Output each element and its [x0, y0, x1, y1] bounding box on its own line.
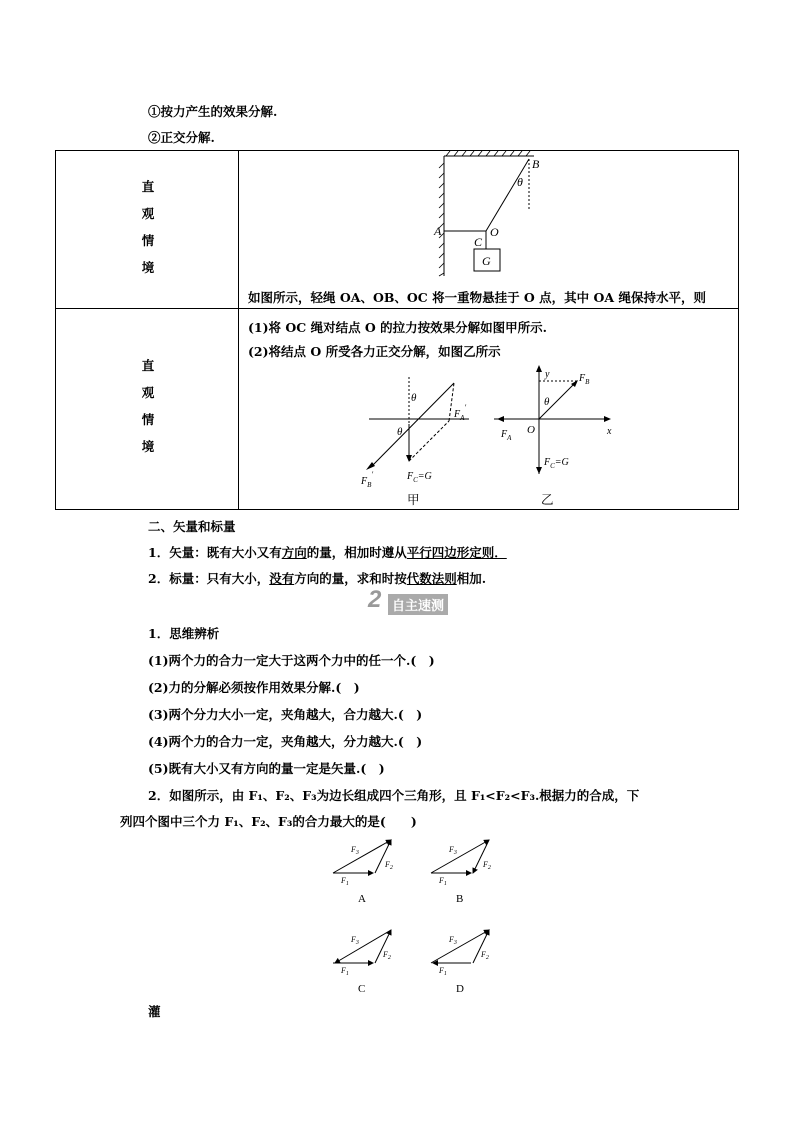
quiz-item-4: (4)两个力的合力一定，夹角越大，分力越大.( ) — [148, 734, 423, 749]
section-badge — [368, 586, 452, 616]
label-O: O — [490, 225, 499, 239]
jia-FC: $F_C=G$ — [407, 471, 432, 484]
badge-text: 自主速测 — [388, 594, 448, 615]
q2-line2: 列四个图中三个力 F₁、F₂、F₃的合力最大的是( ) — [120, 814, 417, 829]
svg-text:F1: $F_1$ — [341, 966, 349, 977]
option-A: A — [358, 893, 366, 905]
row2-line1: (1)将 OC 绳对结点 O 的拉力按效果分解如图甲所示. — [248, 320, 548, 335]
svg-text:F2: $F_2$ — [385, 860, 393, 871]
svg-text:FA: $F_A$ — [501, 429, 512, 442]
figure-jia — [359, 369, 489, 499]
label-G: G — [482, 254, 491, 268]
figure-yi — [489, 359, 629, 489]
section2-title: 二、矢量和标量 — [148, 519, 236, 534]
svg-text:θ: θ — [544, 396, 550, 408]
svg-text:F3: $F_3$ — [449, 845, 457, 856]
svg-text:F1: $F_1$ — [341, 876, 349, 887]
svg-text:F3: $F_3$ — [449, 935, 457, 946]
row2-label-cell — [56, 309, 239, 510]
option-C: C — [358, 983, 366, 995]
q2-line1: 2．如图所示，由 F₁、F₂、F₃为边长组成四个三角形，且 F₁<F₂<F₃.根据力的合成，下 — [148, 788, 640, 803]
section2-line2: 2．标量：只有大小，没有方向的量，求和时按代数法则相加. — [148, 571, 487, 586]
svg-text:F3: $F_3$ — [351, 935, 359, 946]
svg-text:x: x — [607, 426, 612, 437]
intro-item-2: ②正交分解. — [148, 130, 215, 145]
label-theta: θ — [517, 175, 523, 189]
row2-line2: (2)将结点 O 所受各力正交分解，如图乙所示 — [248, 344, 501, 359]
quiz-item-3: (3)两个分力大小一定，夹角越大，合力越大.( ) — [148, 707, 423, 722]
row2-label: 直 观 情 境 — [141, 358, 155, 454]
svg-text:FB: $F_B$ — [579, 373, 590, 386]
triangle-C — [333, 930, 391, 995]
option-B: B — [456, 893, 464, 905]
svg-text:y: y — [545, 369, 550, 380]
svg-text:F2: $F_2$ — [481, 950, 489, 961]
svg-text:F1: $F_1$ — [439, 876, 447, 887]
label-A: A — [434, 224, 442, 238]
footer-char: 灌 — [148, 1004, 161, 1019]
label-B: B — [532, 157, 540, 171]
option-triangles — [325, 835, 545, 1000]
row2-content-cell — [239, 309, 739, 510]
row1-content-cell — [239, 151, 739, 309]
row1-text: 如图所示，轻绳 OA、OB、OC 将一重物悬挂于 O 点，其中 OA 绳保持水平，则 — [248, 290, 706, 305]
intro-item-1: ①按力产生的效果分解. — [148, 104, 278, 119]
triangle-D — [431, 930, 489, 995]
svg-text:F3: $F_3$ — [351, 845, 359, 856]
jia-FA: $F_A'$ — [454, 403, 467, 422]
svg-text:F1: $F_1$ — [439, 966, 447, 977]
quiz-item-2: (2)力的分解必须按作用效果分解.( ) — [148, 680, 360, 695]
badge-number: 2 — [368, 586, 382, 613]
jia-FB: $F_B'$ — [361, 470, 374, 489]
label-C: C — [474, 235, 483, 249]
figure-yi-caption: 乙 — [541, 492, 554, 507]
row1-label-cell — [56, 151, 239, 309]
quiz-title: 1．思维辨析 — [148, 626, 220, 641]
jia-theta-2: θ — [397, 426, 403, 438]
option-D: D — [456, 983, 464, 995]
svg-text:O: O — [527, 424, 535, 436]
quiz-item-1: (1)两个力的合力一定大于这两个力中的任一个.( ) — [148, 653, 435, 668]
triangle-B — [431, 840, 491, 905]
jia-theta-1: θ — [411, 392, 417, 404]
figure-jia-caption: 甲 — [407, 492, 420, 507]
hanging-weight-figure — [424, 151, 584, 283]
section2-line1: 1．矢量：既有大小又有方向的量，相加时遵从平行四边形定则． — [148, 545, 507, 560]
svg-text:F2: $F_2$ — [483, 860, 491, 871]
svg-text:FC=G: $F_C=G$ — [544, 457, 569, 470]
situation-table — [55, 150, 739, 510]
quiz-item-5: (5)既有大小又有方向的量一定是矢量.( ) — [148, 761, 385, 776]
row1-label: 直 观 情 境 — [141, 179, 155, 275]
svg-text:F2: $F_2$ — [383, 950, 391, 961]
triangle-A — [333, 840, 393, 905]
